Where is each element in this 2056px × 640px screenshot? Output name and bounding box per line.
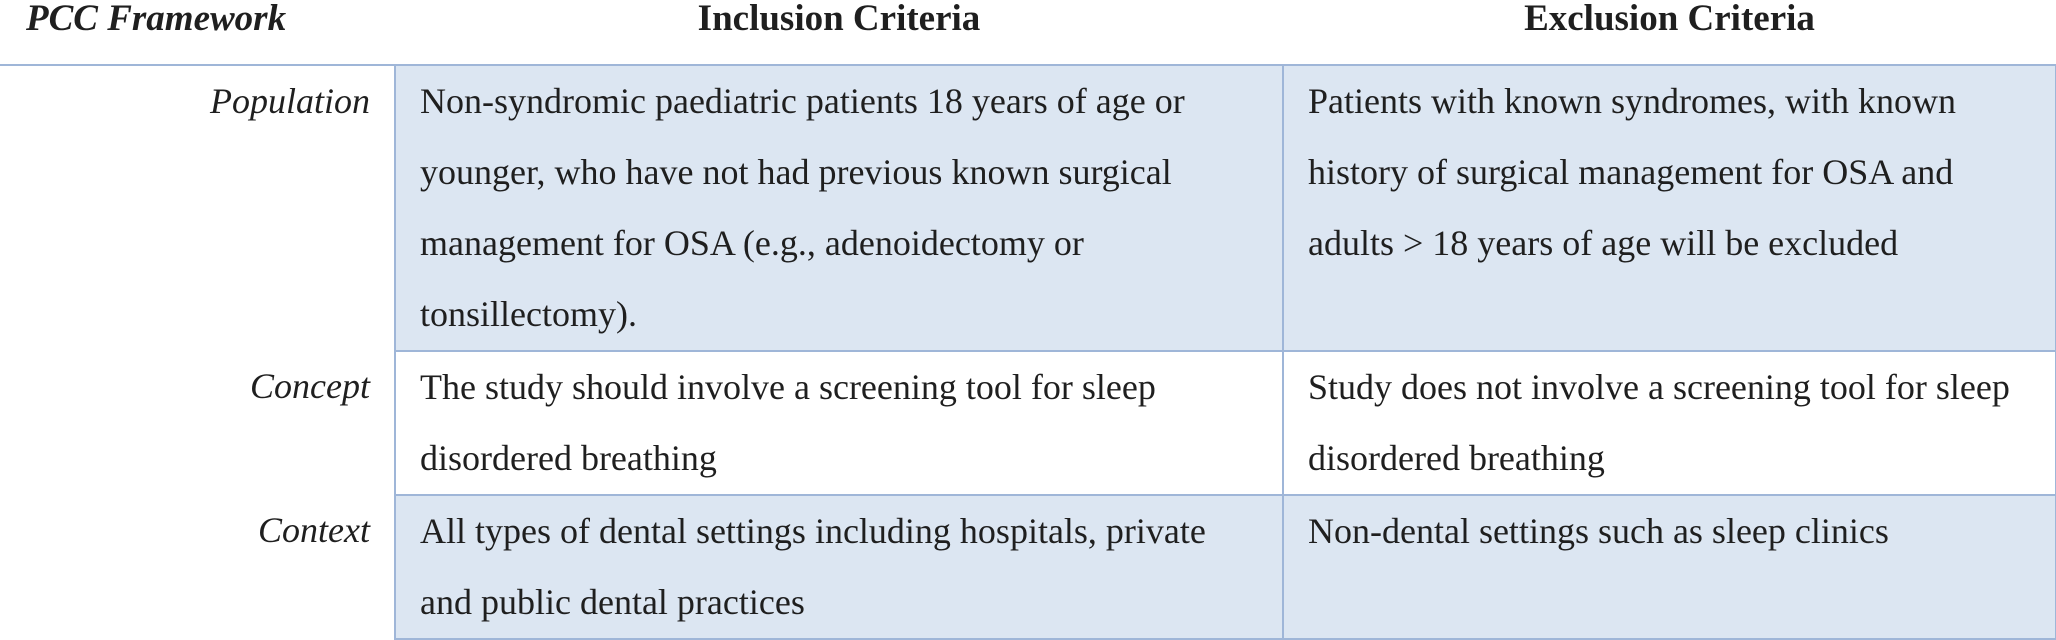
row-label-concept: Concept bbox=[250, 366, 370, 406]
cell-inclusion-context: All types of dental settings including hospitals, private and public dental practices bbox=[395, 495, 1283, 639]
cell-exclusion-concept: Study does not involve a screening tool for sleep disordered breathing bbox=[1283, 351, 2056, 495]
cell-exclusion-context: Non-dental settings such as sleep clinics bbox=[1283, 495, 2056, 639]
cell-exclusion-population: Patients with known syndromes, with known history of surgical management for OSA and adults > 18 years of age will be excluded bbox=[1283, 65, 2056, 351]
table-row bbox=[0, 65, 2056, 351]
row-label-context: Context bbox=[258, 510, 370, 550]
cell-inclusion-population: Non-syndromic paediatric patients 18 years of age or younger, who have not had previous known surgical management for OSA (e.g., adenoidectomy or tonsillectomy). bbox=[395, 65, 1283, 351]
header-framework: PCC Framework bbox=[0, 0, 395, 65]
cell-inclusion-concept: The study should involve a screening tool for sleep disordered breathing bbox=[395, 351, 1283, 495]
table-row bbox=[0, 351, 2056, 495]
header-row bbox=[0, 0, 2056, 65]
row-label-population: Population bbox=[210, 81, 370, 121]
header-inclusion: Inclusion Criteria bbox=[395, 0, 1283, 65]
header-exclusion: Exclusion Criteria bbox=[1283, 0, 2056, 65]
table-row bbox=[0, 495, 2056, 639]
